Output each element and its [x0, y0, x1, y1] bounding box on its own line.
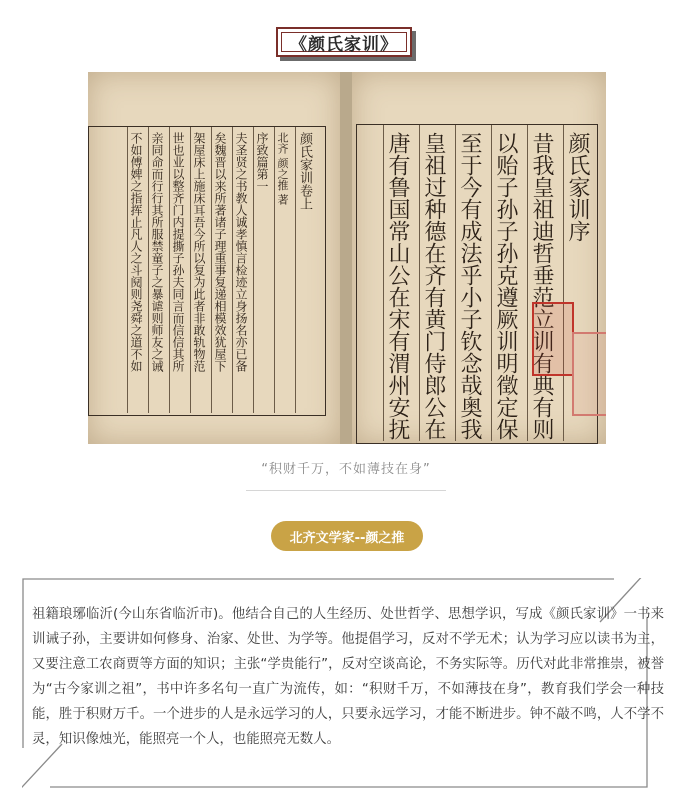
- book-page-left: [88, 72, 340, 444]
- section-label: 北齐文学家--颜之推: [271, 521, 423, 551]
- column-rule: [211, 127, 212, 413]
- text-column: 不如傅婢之指挥止凡人之斗阋则尧舜之道不如: [129, 132, 143, 372]
- column-rule: [383, 125, 384, 441]
- column-rule: [274, 127, 275, 413]
- book-page-right: [352, 72, 606, 444]
- book-gutter: [340, 72, 352, 444]
- column-rule: [563, 125, 564, 441]
- text-column: 夫圣贤之书教人诚孝慎言检迹立身扬名亦已备: [234, 132, 248, 372]
- text-column: 昔我皇祖迪哲垂范立训有典有则: [529, 132, 554, 440]
- text-column: 颜氏家训序: [565, 132, 590, 242]
- text-column: 颜氏家训卷上: [297, 132, 312, 210]
- text-column: 皇祖过种德在齐有黄门侍郎公在: [421, 132, 446, 440]
- title-badge: [276, 27, 412, 57]
- text-column: 世也业以整齐门内提撕子孙夫同言而信信其所: [171, 132, 185, 372]
- text-column: 至于今有成法乎小子钦念哉奥我: [457, 132, 482, 440]
- column-rule: [253, 127, 254, 413]
- image-caption: “积财千万，不如薄技在身”: [261, 462, 431, 477]
- column-rule: [455, 125, 456, 441]
- text-column: 北齐 颜之推 著: [276, 132, 289, 205]
- column-rule: [127, 127, 128, 413]
- column-rule: [190, 127, 191, 413]
- column-rule: [169, 127, 170, 413]
- page-frame-left: [88, 126, 326, 416]
- text-column: 架屋床上施床耳吾今所以复为此者非敢轨物范: [192, 132, 206, 372]
- column-rule: [491, 125, 492, 441]
- column-rule: [295, 127, 296, 413]
- body-paragraph: 祖籍琅琊临沂(今山东省临沂市)。他结合自己的人生经历、处世哲学、思想学识，写成《颜氏家训》一书来训诫子孙，主要讲如何修身、治家、处世、为学等。他提倡学习，反对不学无术；认为学习应以读书为主，又要注意工农商贾等方面的知识；主张“学贵能行”，反对空谈高论，不务实际等。历代对此非常推崇，被誉为“古今家训之祖”，书中许多名句一直广为流传，如：“积财千万，不如薄技在身”，教育我们学会一种技能，胜于积财万千。一个进步的人是永远学习的人，只要永远学习，才能不断进步。钟不敲不鸣，人不学不灵，知识像烛光，能照亮一个人，也能照亮无数人。: [32, 607, 664, 747]
- text-column: 亲同命而行行其所服禁童子之暴谑则师友之诫: [150, 132, 164, 372]
- column-rule: [232, 127, 233, 413]
- column-rule: [148, 127, 149, 413]
- column-rule: [419, 125, 420, 441]
- text-column: 唐有鲁国常山公在宋有渭州安抚: [385, 132, 410, 440]
- text-column: 矣魏晋以来所著诸子理重事复递相模效犹屋下: [213, 132, 227, 372]
- text-column: 以贻子孙子孙克遵厥训明徵定保: [493, 132, 518, 440]
- page-title: 《颜氏家训》: [290, 34, 398, 55]
- caption-divider: [246, 490, 446, 491]
- text-column: 序致篇第一: [255, 132, 269, 192]
- faded-seal-stamp: [572, 332, 606, 416]
- red-seal-stamp: [532, 302, 574, 376]
- column-rule: [527, 125, 528, 441]
